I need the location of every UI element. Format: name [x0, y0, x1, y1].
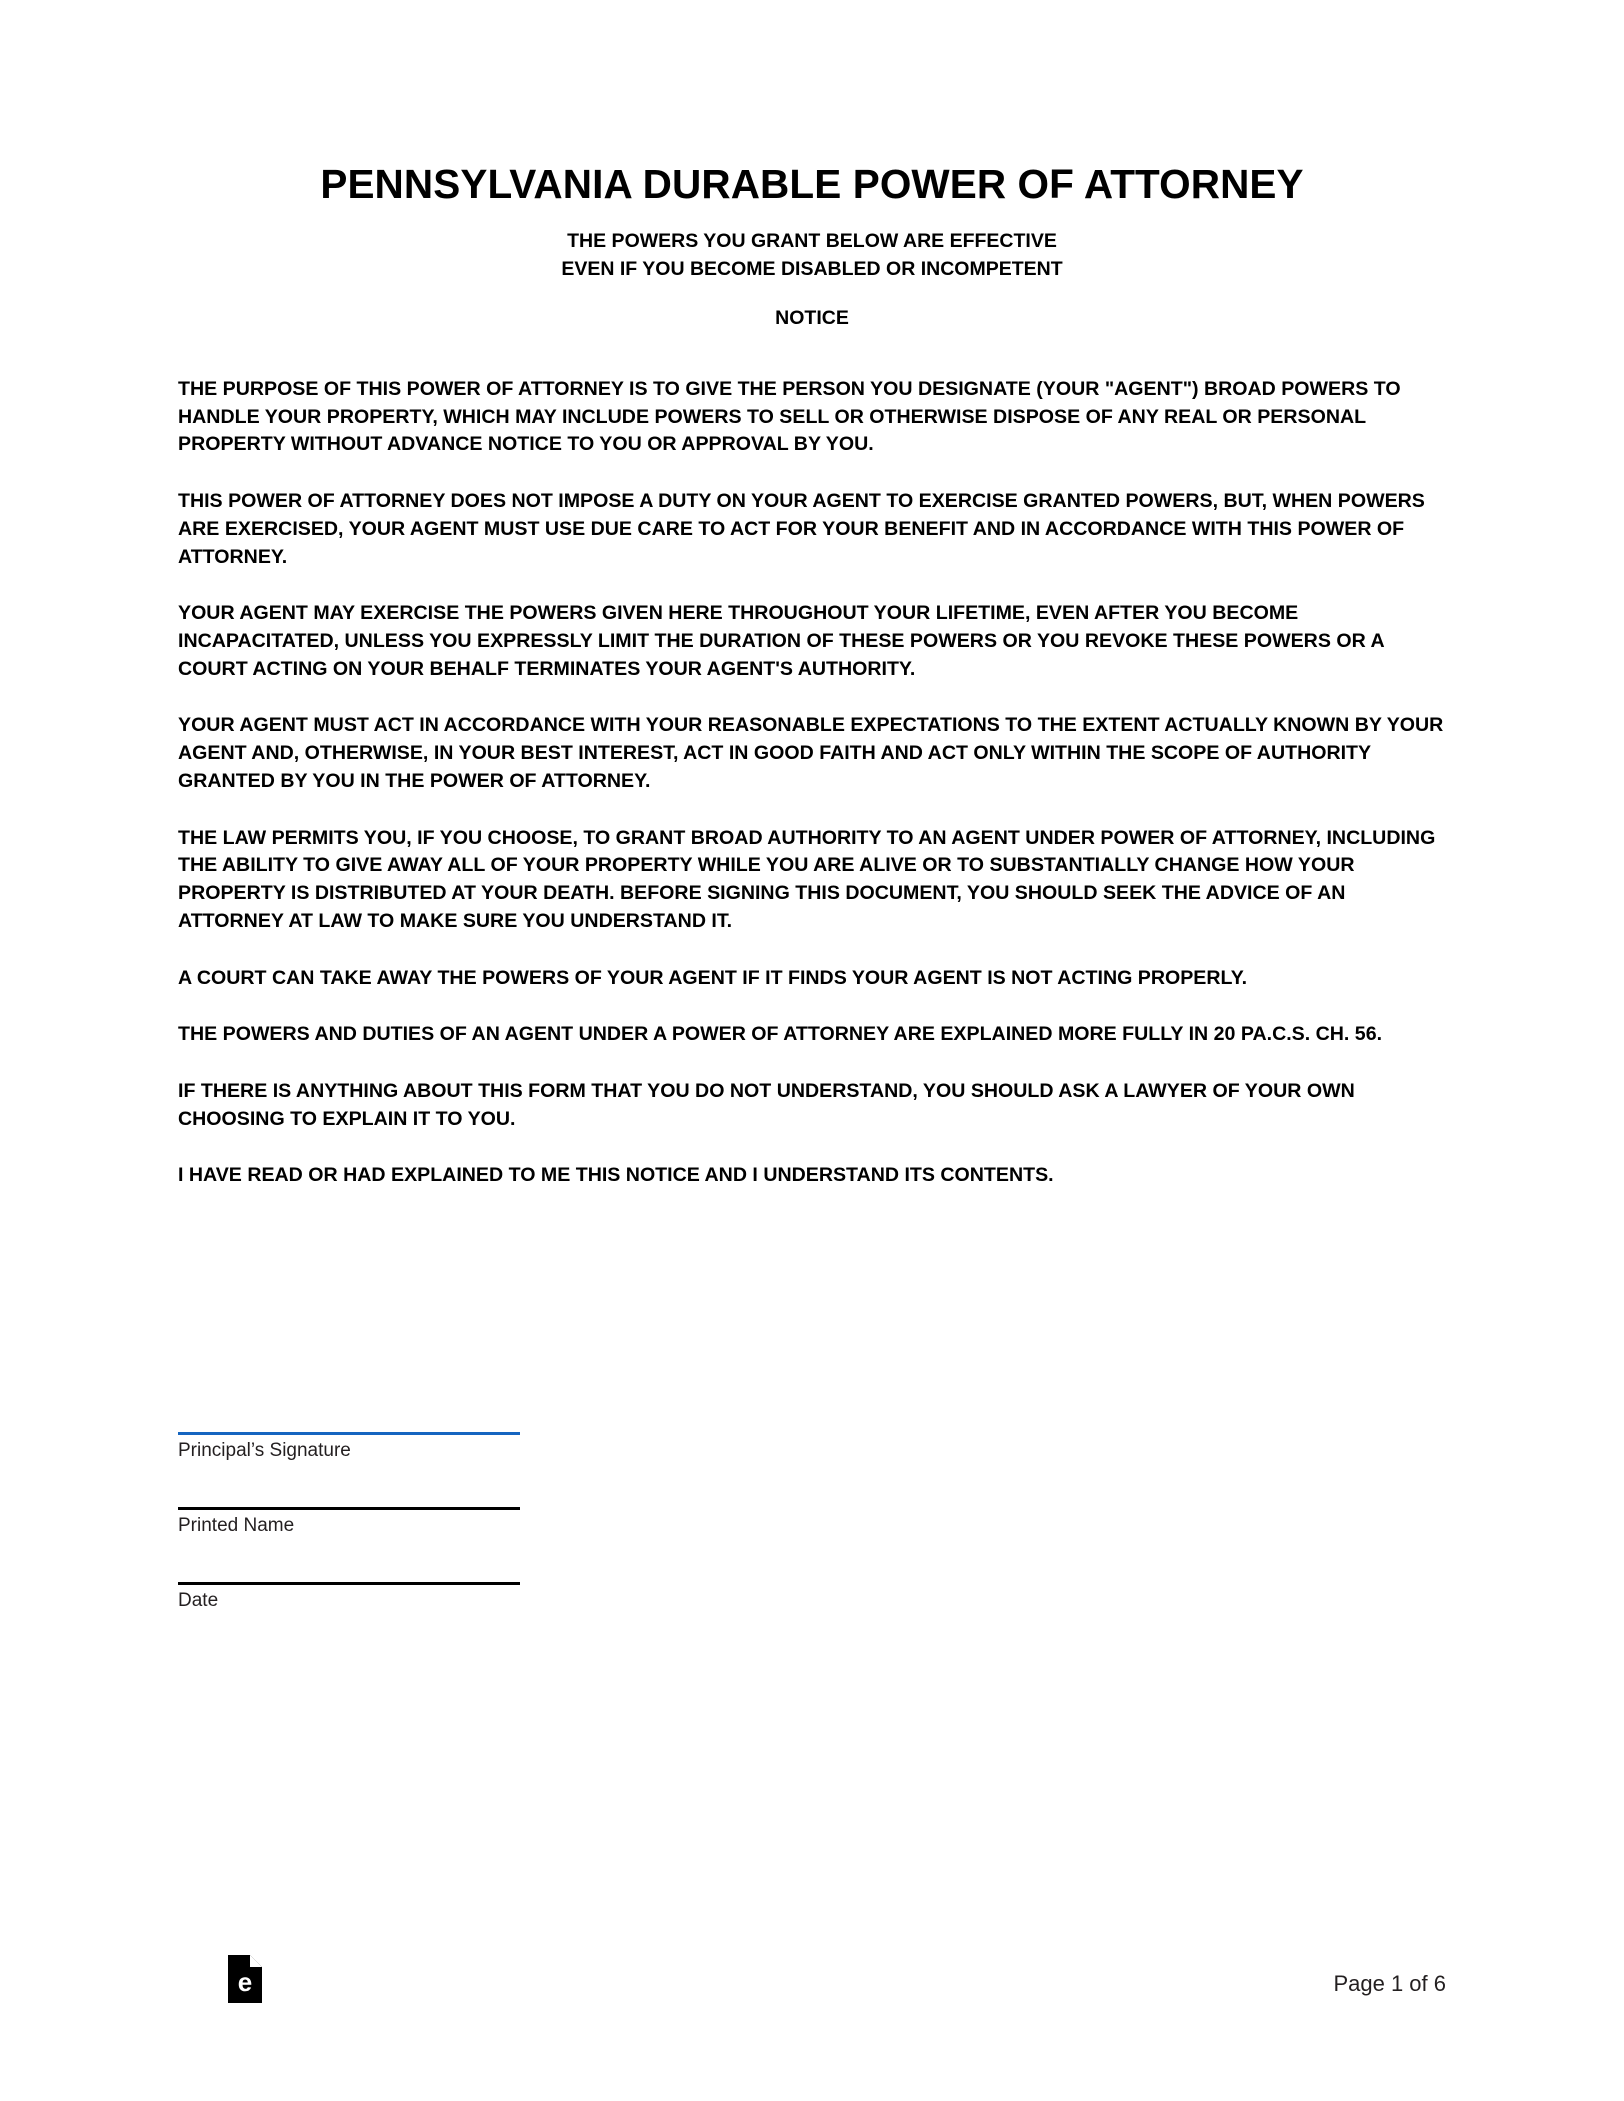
notice-paragraph: I HAVE READ OR HAD EXPLAINED TO ME THIS NOTICE AND I UNDERSTAND ITS CONTENTS.	[178, 1164, 1054, 1187]
notice-paragraph: YOUR AGENT MUST ACT IN ACCORDANCE WITH YOUR REASONABLE EXPECTATIONS TO THE EXTENT ACTUALLY KNOWN BY YOUR AGENT AND, OTHERWISE, IN YOUR BEST INTEREST, ACT IN GOOD FAITH AND ACT ONLY WITHIN THE SCOPE OF AUTHORITY GRANTED BY YOU IN THE POWER OF ATTORNEY.	[178, 714, 1444, 792]
document-subtitle	[0, 228, 1624, 283]
printed-name-group	[178, 1507, 778, 1538]
subtitle-line-1: THE POWERS YOU GRANT BELOW ARE EFFECTIVE	[567, 230, 1057, 252]
notice-paragraph: THE PURPOSE OF THIS POWER OF ATTORNEY IS TO GIVE THE PERSON YOU DESIGNATE (YOUR "AGENT") BROAD POWERS TO HANDLE YOUR PROPERTY, WHICH MAY INCLUDE POWERS TO SELL OR OTHERWISE DISPOSE OF ANY REAL OR PERSONAL PROPERTY WITHOUT ADVANCE NOTICE TO YOU OR APPROVAL BY YOU.	[178, 378, 1401, 456]
notice-paragraph: THIS POWER OF ATTORNEY DOES NOT IMPOSE A DUTY ON YOUR AGENT TO EXERCISE GRANTED POWERS, BUT, WHEN POWERS ARE EXERCISED, YOUR AGENT MUST USE DUE CARE TO ACT FOR YOUR BENEFIT AND IN ACCORDANCE WITH THIS POWER OF ATTORNEY.	[178, 490, 1425, 568]
principal-signature-group	[178, 1432, 778, 1463]
notice-heading: NOTICE	[775, 307, 849, 329]
page-title: PENNSYLVANIA DURABLE POWER OF ATTORNEY	[320, 161, 1304, 208]
notice-body	[178, 376, 1446, 1190]
eforms-logo-icon	[228, 1955, 262, 2003]
date-group	[178, 1582, 778, 1613]
page-number: Page 1 of 6	[1333, 1971, 1446, 1996]
principal-signature-label: Principal’s Signature	[178, 1440, 351, 1461]
notice-paragraph: YOUR AGENT MAY EXERCISE THE POWERS GIVEN HERE THROUGHOUT YOUR LIFETIME, EVEN AFTER YOU BECOME INCAPACITATED, UNLESS YOU EXPRESSLY LIMIT THE DURATION OF THESE POWERS OR YOU REVOKE THESE POWERS OR A COURT ACTING ON YOUR BEHALF TERMINATES YOUR AGENT'S AUTHORITY.	[178, 602, 1384, 680]
notice-paragraph: THE LAW PERMITS YOU, IF YOU CHOOSE, TO GRANT BROAD AUTHORITY TO AN AGENT UNDER POWER OF ATTORNEY, INCLUDING THE ABILITY TO GIVE AWAY ALL OF YOUR PROPERTY WHILE YOU ARE ALIVE OR TO SUBSTANTIALLY CHANGE HOW YOUR PROPERTY IS DISTRIBUTED AT YOUR DEATH. BEFORE SIGNING THIS DOCUMENT, YOU SHOULD SEEK THE ADVICE OF AN ATTORNEY AT LAW TO MAKE SURE YOU UNDERSTAND IT.	[178, 826, 1436, 932]
notice-paragraph: A COURT CAN TAKE AWAY THE POWERS OF YOUR AGENT IF IT FINDS YOUR AGENT IS NOT ACTING PROPERLY.	[178, 966, 1248, 989]
signature-section	[178, 1432, 778, 1612]
printed-name-label: Printed Name	[178, 1514, 295, 1536]
date-label: Date	[178, 1589, 219, 1611]
notice-paragraph: IF THERE IS ANYTHING ABOUT THIS FORM THAT YOU DO NOT UNDERSTAND, YOU SHOULD ASK A LAWYER OF YOUR OWN CHOOSING TO EXPLAIN IT TO YOU.	[178, 1079, 1355, 1130]
notice-paragraph: THE POWERS AND DUTIES OF AN AGENT UNDER A POWER OF ATTORNEY ARE EXPLAINED MORE FULLY IN 20 PA.C.S. CH. 56.	[178, 1023, 1383, 1046]
svg-text:e: e	[237, 1967, 253, 1997]
subtitle-line-2: EVEN IF YOU BECOME DISABLED OR INCOMPETENT	[561, 257, 1063, 280]
